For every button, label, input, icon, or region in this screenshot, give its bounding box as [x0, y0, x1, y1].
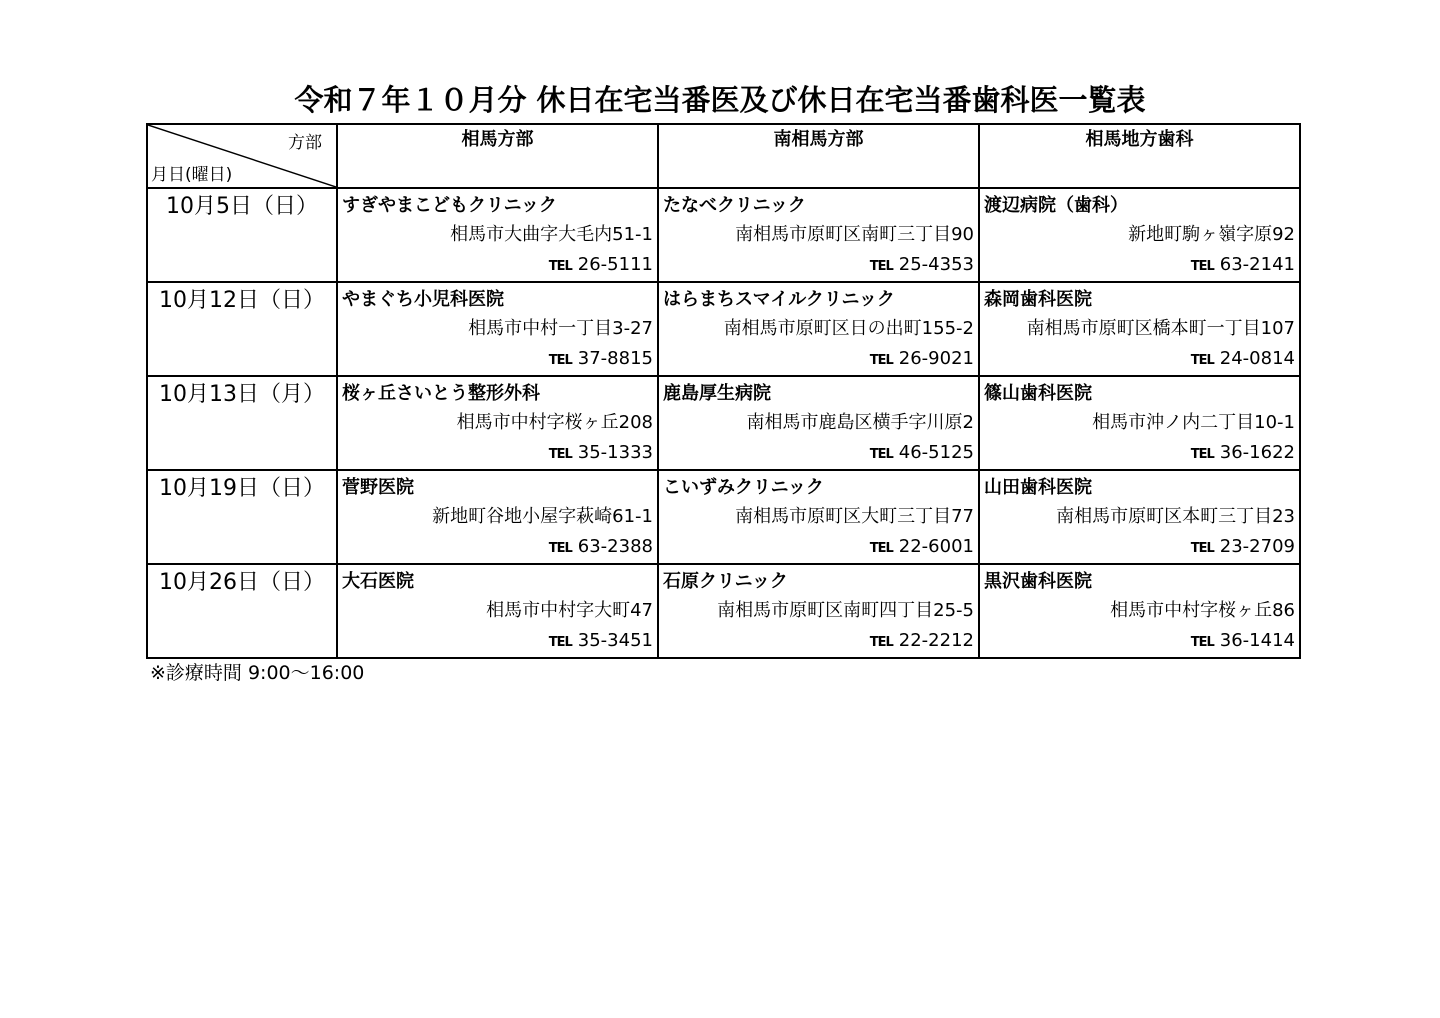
date-cell: 10月26日（日） [147, 564, 337, 658]
clinic-cell-minamisoma [658, 564, 979, 658]
clinic-name: 鹿島厚生病院 [663, 383, 771, 404]
telephone-icon: TEL [1190, 353, 1214, 368]
telephone-icon: TEL [1190, 541, 1214, 556]
clinic-phone [659, 251, 978, 279]
clinic-cell-soma [337, 470, 658, 564]
table-row [147, 188, 1300, 282]
clinic-phone-number: 35-3451 [577, 630, 653, 651]
clinic-name: やまぐち小児科医院 [342, 289, 504, 310]
clinic-phone [659, 345, 978, 373]
clinic-name: 菅野医院 [342, 477, 414, 498]
clinic-address: 相馬市中村一丁目3-27 [468, 318, 653, 339]
clinic-phone-number: 26-9021 [898, 348, 974, 369]
table-row [147, 564, 1300, 658]
clinic-phone-number: 22-6001 [898, 536, 974, 557]
clinic-phone-number: 63-2141 [1219, 254, 1295, 275]
header-row [147, 124, 1300, 188]
clinic-phone [338, 533, 657, 561]
clinic-phone-number: 35-1333 [577, 442, 653, 463]
corner-label-date: 月日(曜日) [151, 165, 233, 185]
clinic-cell-soma [337, 376, 658, 470]
corner-header [147, 124, 337, 188]
table-row [147, 470, 1300, 564]
clinic-cell-minamisoma [658, 188, 979, 282]
telephone-icon: TEL [869, 635, 893, 650]
clinic-name: たなべクリニック [663, 195, 806, 216]
clinic-cell-dental [979, 376, 1300, 470]
date-cell: 10月13日（月） [147, 376, 337, 470]
area-header-dental: 相馬地方歯科 [979, 124, 1300, 188]
roster-body [147, 188, 1300, 658]
area-header-soma: 相馬方部 [337, 124, 658, 188]
clinic-name: 森岡歯科医院 [984, 289, 1092, 310]
clinic-cell-dental [979, 188, 1300, 282]
date-cell: 10月12日（日） [147, 282, 337, 376]
clinic-phone-number: 26-5111 [577, 254, 653, 275]
date-cell: 10月19日（日） [147, 470, 337, 564]
clinic-name: 篠山歯科医院 [984, 383, 1092, 404]
clinic-cell-minamisoma [658, 376, 979, 470]
telephone-icon: TEL [1190, 259, 1214, 274]
telephone-icon: TEL [548, 541, 572, 556]
clinic-phone-number: 46-5125 [898, 442, 974, 463]
clinic-cell-minamisoma [658, 282, 979, 376]
telephone-icon: TEL [548, 447, 572, 462]
telephone-icon: TEL [1190, 447, 1214, 462]
clinic-phone-number: 36-1622 [1219, 442, 1295, 463]
clinic-cell-soma [337, 564, 658, 658]
clinic-address: 新地町駒ヶ嶺字原92 [1128, 224, 1295, 245]
clinic-name: 石原クリニック [663, 571, 788, 592]
clinic-address: 相馬市中村字大町47 [486, 600, 653, 621]
telephone-icon: TEL [548, 635, 572, 650]
consultation-hours-note: ※診療時間 9:00～16:00 [150, 662, 365, 684]
clinic-cell-soma [337, 282, 658, 376]
clinic-name: 大石医院 [342, 571, 414, 592]
table-row [147, 282, 1300, 376]
clinic-phone-number: 25-4353 [898, 254, 974, 275]
clinic-address: 南相馬市原町区日の出町155-2 [723, 318, 974, 339]
clinic-name: 桜ヶ丘さいとう整形外科 [342, 383, 540, 404]
clinic-address: 南相馬市鹿島区横手字川原2 [746, 412, 974, 433]
clinic-address: 相馬市中村字桜ヶ丘86 [1110, 600, 1295, 621]
area-header-minamisoma: 南相馬方部 [658, 124, 979, 188]
clinic-cell-soma [337, 188, 658, 282]
clinic-address: 南相馬市原町区南町四丁目25-5 [717, 600, 974, 621]
clinic-phone [659, 439, 978, 467]
clinic-address: 相馬市大曲字大毛内51-1 [450, 224, 653, 245]
clinic-cell-dental [979, 470, 1300, 564]
corner-label-area: 方部 [288, 133, 322, 153]
clinic-phone-number: 22-2212 [898, 630, 974, 651]
clinic-phone [980, 251, 1299, 279]
clinic-name: すぎやまこどもクリニック [342, 195, 557, 216]
clinic-phone-number: 37-8815 [577, 348, 653, 369]
clinic-address: 新地町谷地小屋字萩崎61-1 [432, 506, 653, 527]
telephone-icon: TEL [869, 353, 893, 368]
clinic-phone [980, 533, 1299, 561]
clinic-phone [980, 439, 1299, 467]
clinic-phone-number: 23-2709 [1219, 536, 1295, 557]
telephone-icon: TEL [1190, 635, 1214, 650]
clinic-name: 山田歯科医院 [984, 477, 1092, 498]
telephone-icon: TEL [548, 353, 572, 368]
clinic-cell-dental [979, 564, 1300, 658]
date-cell: 10月5日（日） [147, 188, 337, 282]
clinic-name: はらまちスマイルクリニック [663, 289, 895, 310]
clinic-phone [980, 345, 1299, 373]
clinic-address: 相馬市沖ノ内二丁目10-1 [1092, 412, 1295, 433]
clinic-phone [659, 627, 978, 655]
clinic-phone [338, 439, 657, 467]
clinic-phone [659, 533, 978, 561]
telephone-icon: TEL [869, 541, 893, 556]
clinic-address: 南相馬市原町区南町三丁目90 [735, 224, 974, 245]
clinic-cell-minamisoma [658, 470, 979, 564]
telephone-icon: TEL [548, 259, 572, 274]
clinic-address: 南相馬市原町区本町三丁目23 [1056, 506, 1295, 527]
clinic-address: 相馬市中村字桜ヶ丘208 [456, 412, 653, 433]
table-row [147, 376, 1300, 470]
clinic-address: 南相馬市原町区橋本町一丁目107 [1026, 318, 1295, 339]
clinic-phone [338, 345, 657, 373]
duty-roster-table [146, 123, 1301, 659]
page-title: 令和７年１０月分 休日在宅当番医及び休日在宅当番歯科医一覧表 [294, 83, 1146, 117]
clinic-phone [338, 251, 657, 279]
clinic-phone [980, 627, 1299, 655]
telephone-icon: TEL [869, 259, 893, 274]
clinic-address: 南相馬市原町区大町三丁目77 [735, 506, 974, 527]
clinic-phone [338, 627, 657, 655]
clinic-cell-dental [979, 282, 1300, 376]
clinic-phone-number: 24-0814 [1219, 348, 1295, 369]
clinic-name: こいずみクリニック [663, 477, 824, 498]
telephone-icon: TEL [869, 447, 893, 462]
clinic-name: 黒沢歯科医院 [984, 571, 1092, 592]
clinic-phone-number: 36-1414 [1219, 630, 1295, 651]
clinic-phone-number: 63-2388 [577, 536, 653, 557]
clinic-name: 渡辺病院（歯科） [984, 195, 1128, 216]
